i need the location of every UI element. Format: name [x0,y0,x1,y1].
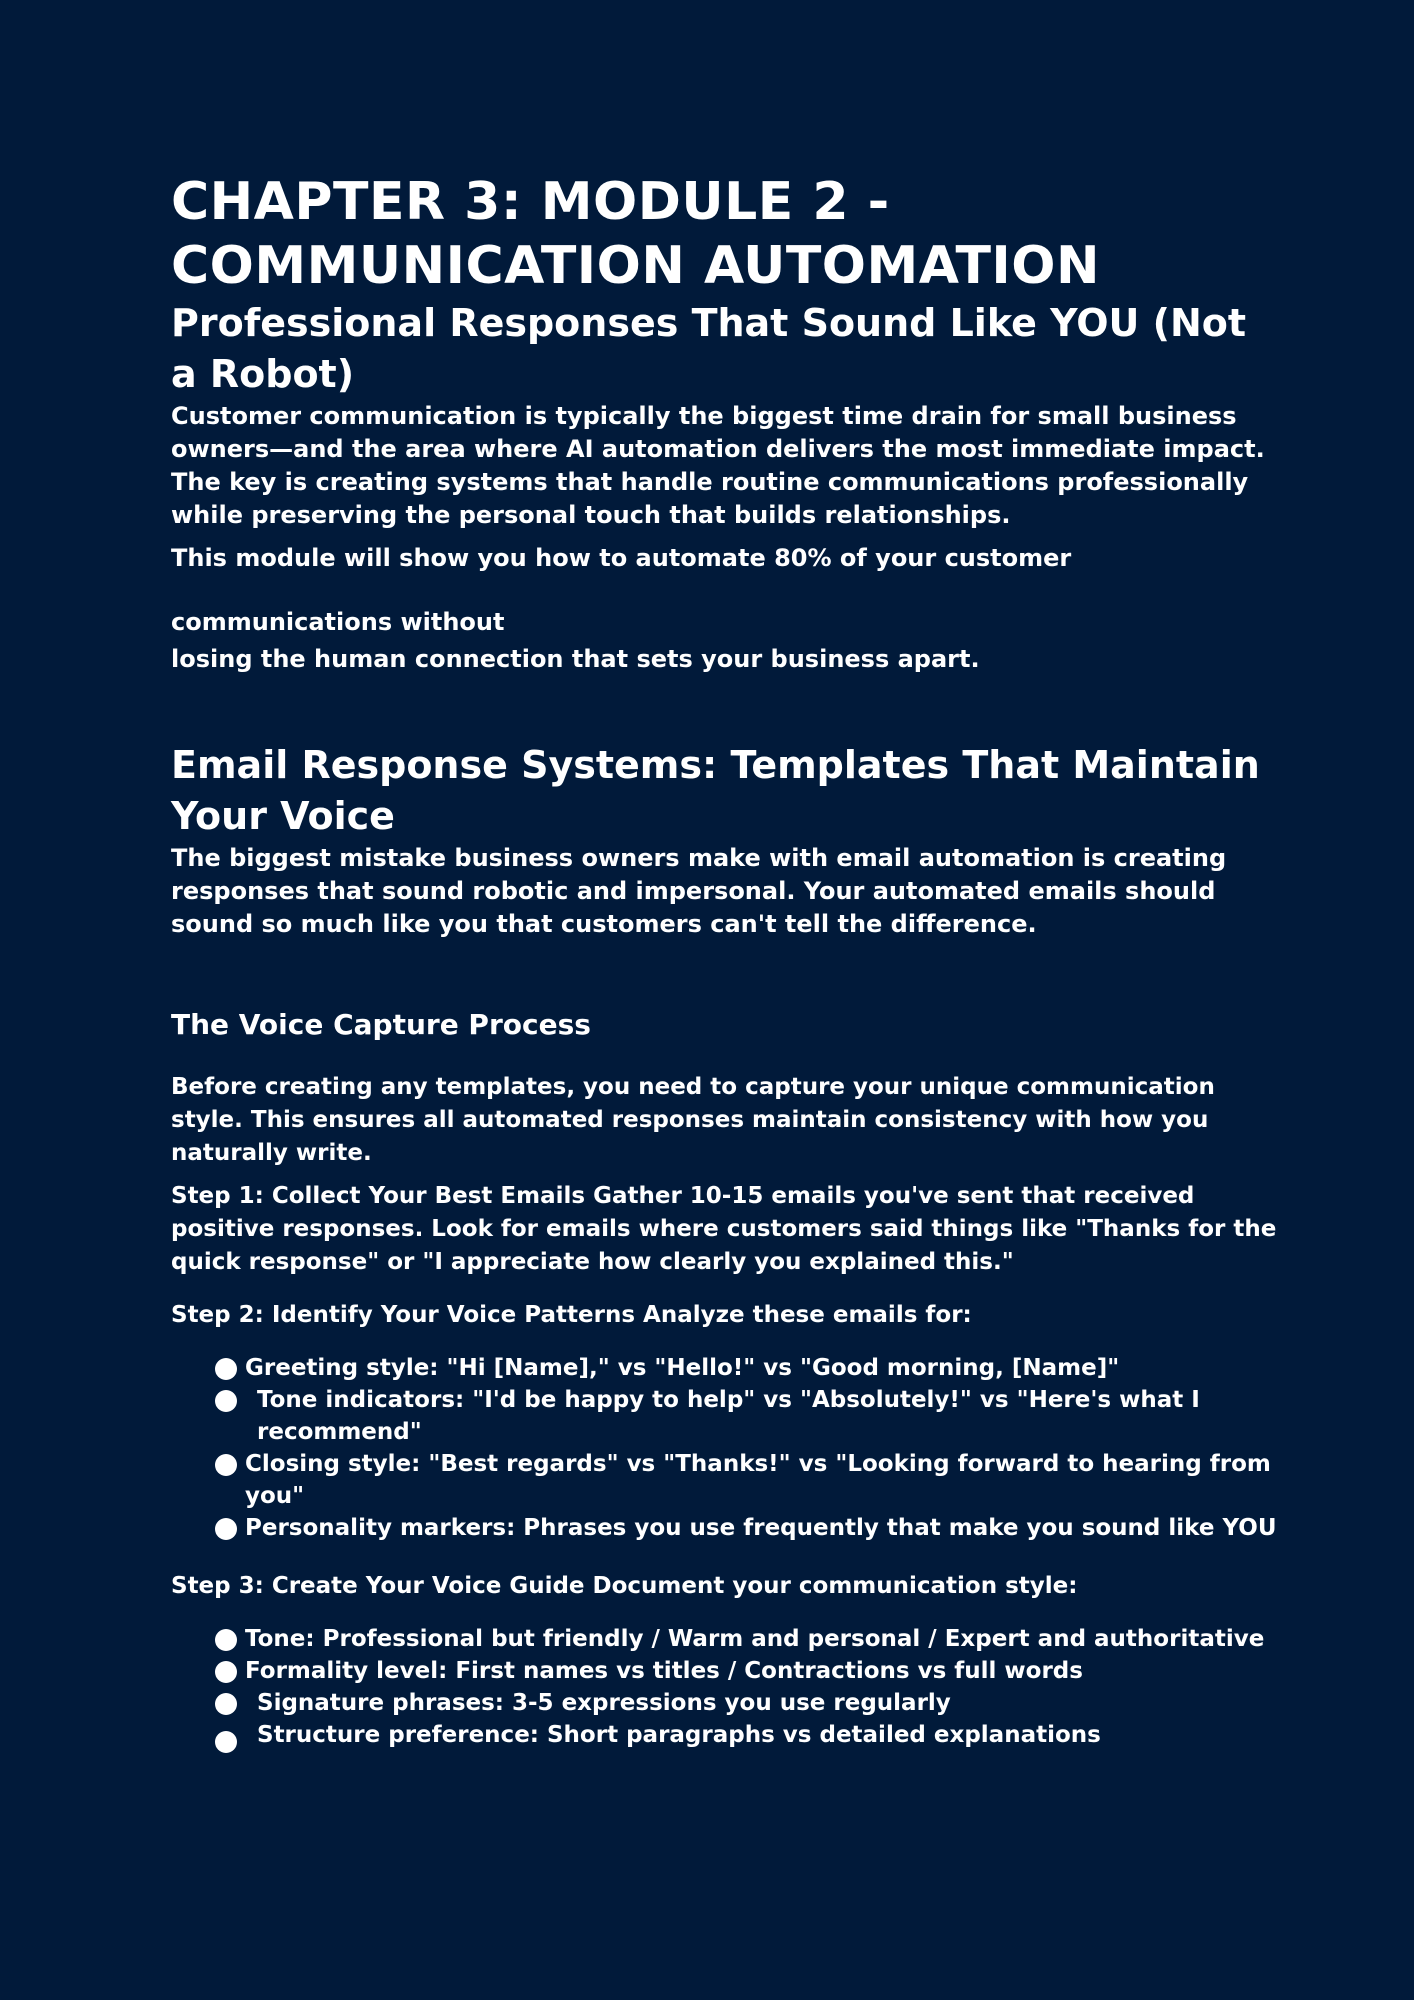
spacer [171,1603,1281,1623]
email-section-paragraph: The biggest mistake business owners make with email automation is creating responses that sound robotic and impersonal. Your automated emails should sound so much like you that customers can't tell the difference. [171,844,1227,938]
bullet-icon [215,1629,237,1651]
spacer [171,1544,1281,1570]
chapter-subtitle: Professional Responses That Sound Like YOU (Not a Robot) [171,301,1247,396]
step-2-list [171,1352,1281,1544]
bullet-icon [215,1358,237,1380]
bullet-icon [215,1454,237,1476]
spacer [171,1332,1281,1352]
list-item: Closing style: "Best regards" vs "Thanks!" vs "Looking forward to hearing from you" [171,1448,1281,1512]
step-1: Step 1: Collect Your Best Emails Gather 10-15 emails you've sent that received positive responses. Look for emails where customers said things like "Thanks for the quick response" or "I appreciate how clearly you explained this." [171,1183,1277,1275]
list-item: Formality level: First names vs titles / Contractions vs full words [171,1655,1281,1687]
intro-paragraph-2-line2: communications without [171,608,505,636]
bullet-icon [215,1693,237,1715]
spacer [171,676,1281,740]
spacer [171,532,1281,542]
step-3: Step 3: Create Your Voice Guide Document your communication style: [171,1573,1078,1599]
list-item: Tone: Professional but friendly / Warm and personal / Expert and authoritative [171,1623,1281,1655]
page-content [171,170,1281,1751]
list-item: Signature phrases: 3-5 expressions you use regularly [171,1687,1281,1719]
list-item: Tone indicators: "I'd be happy to help" vs "Absolutely!" vs "Here's what I recommend" [171,1384,1281,1448]
email-section-heading: Email Response Systems: Templates That Maintain Your Voice [171,743,1260,838]
bullet-icon [215,1731,237,1753]
intro-paragraph: Customer communication is typically the biggest time drain for small business owners—and the area where AI automation delivers the most immediate impact. The key is creating systems that handle routine communications professionally while preserving the personal touch that builds relationships. [171,402,1265,529]
bullet-icon [215,1518,237,1540]
step-2: Step 2: Identify Your Voice Patterns Analyze these emails for: [171,1302,972,1328]
list-item: Structure preference: Short paragraphs vs detailed explanations [171,1719,1281,1751]
bullet-icon [215,1661,237,1683]
voice-capture-intro: Before creating any templates, you need to capture your unique communication style. This ensures all automated responses maintain consistency with how you naturally write. [171,1074,1215,1166]
list-item: Greeting style: "Hi [Name]," vs "Hello!" vs "Good morning, [Name]" [171,1352,1281,1384]
spacer [171,941,1281,1007]
chapter-title-line1: CHAPTER 3: MODULE 2 - [171,172,890,232]
bullet-icon [215,1390,237,1412]
spacer [171,575,1281,606]
step-3-list [171,1623,1281,1751]
chapter-title-line2: COMMUNICATION AUTOMATION [171,236,1101,296]
spacer [171,1043,1281,1071]
voice-capture-heading: The Voice Capture Process [171,1008,591,1041]
chapter-title [171,170,1281,298]
spacer [171,1170,1281,1180]
list-item: Personality markers: Phrases you use frequently that make you sound like YOU [171,1512,1281,1544]
spacer [171,1279,1281,1299]
intro-paragraph-2-line3: losing the human connection that sets your business apart. [171,645,980,673]
intro-paragraph-2-line1: This module will show you how to automate 80% of your customer [171,544,1072,572]
